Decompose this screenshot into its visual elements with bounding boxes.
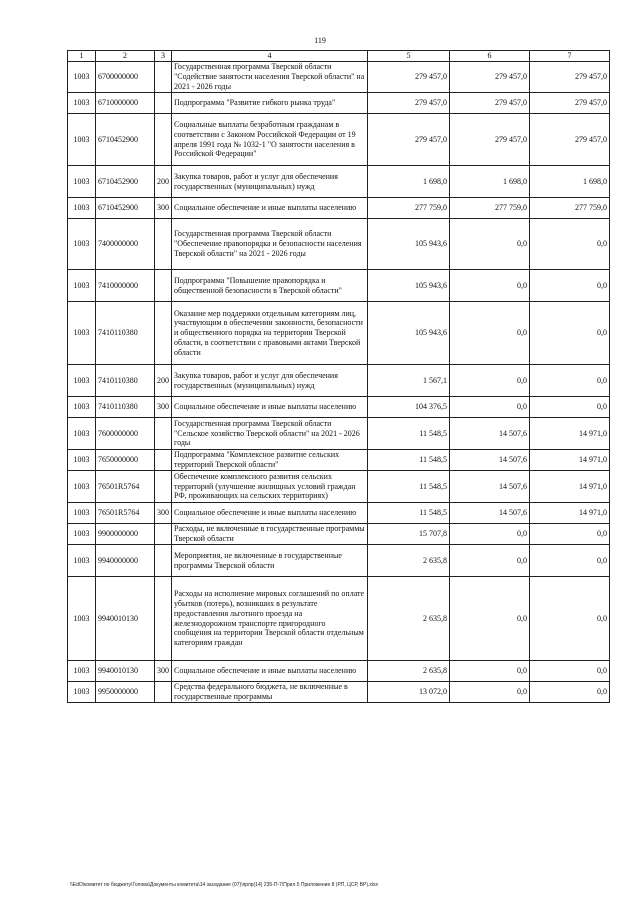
row-name: Государственная программа Тверской области "Сельское хозяйство Тверской области" на 2021 - 2026 годы <box>172 418 368 450</box>
row-amount-col6: 14 507,6 <box>450 503 530 524</box>
table-row <box>68 682 610 703</box>
table-row <box>68 471 610 503</box>
row-amount-col7: 14 971,0 <box>530 503 610 524</box>
column-header: 6 <box>450 51 530 62</box>
row-amount-col6: 0,0 <box>450 682 530 703</box>
row-amount-col6: 0,0 <box>450 270 530 302</box>
row-section-code: 1003 <box>68 365 96 397</box>
row-name: Мероприятия, не включенные в государственные программы Тверской области <box>172 545 368 577</box>
footer-file-path: \\EdO\комитет по бюджету\Голова\Документы комитета\14 заседание (07)\прпр(14) 235-П-7\Прил 5 Приложение 8 (РП, ЦСР, ВР).xlsx <box>70 882 378 888</box>
row-amount-col7: 14 971,0 <box>530 418 610 450</box>
table-body <box>68 62 610 703</box>
row-expense-type <box>155 682 172 703</box>
row-target-code: 6700000000 <box>96 62 155 93</box>
row-amount-col7: 0,0 <box>530 661 610 682</box>
page-number: 119 <box>314 36 326 45</box>
column-number-row <box>68 51 610 62</box>
row-amount-col6: 0,0 <box>450 545 530 577</box>
row-amount-col7: 0,0 <box>530 397 610 418</box>
row-section-code: 1003 <box>68 450 96 471</box>
row-expense-type: 300 <box>155 661 172 682</box>
row-target-code: 7650000000 <box>96 450 155 471</box>
row-amount-col5: 2 635,8 <box>368 577 450 661</box>
row-amount-col5: 279 457,0 <box>368 62 450 93</box>
row-target-code: 7410110380 <box>96 365 155 397</box>
row-name: Подпрограмма "Повышение правопорядка и общественной безопасности в Тверской области" <box>172 270 368 302</box>
row-expense-type <box>155 219 172 270</box>
column-header: 1 <box>68 51 96 62</box>
row-amount-col6: 14 507,6 <box>450 418 530 450</box>
row-amount-col6: 0,0 <box>450 577 530 661</box>
row-name: Социальное обеспечение и иные выплаты населению <box>172 503 368 524</box>
row-target-code: 7410110380 <box>96 302 155 365</box>
row-name: Социальное обеспечение и иные выплаты населению <box>172 198 368 219</box>
row-amount-col5: 105 943,6 <box>368 219 450 270</box>
row-section-code: 1003 <box>68 545 96 577</box>
row-amount-col7: 279 457,0 <box>530 93 610 114</box>
row-target-code: 7410110380 <box>96 397 155 418</box>
row-section-code: 1003 <box>68 397 96 418</box>
table-row <box>68 219 610 270</box>
row-name: Подпрограмма "Развитие гибкого рынка труда" <box>172 93 368 114</box>
row-expense-type <box>155 93 172 114</box>
row-name: Государственная программа Тверской области "Содействие занятости населения Тверской области" на 2021 - 2026 годы <box>172 62 368 93</box>
row-name: Подпрограмма "Комплексное развитие сельских территорий Тверской области" <box>172 450 368 471</box>
row-section-code: 1003 <box>68 503 96 524</box>
table-row <box>68 198 610 219</box>
row-expense-type <box>155 450 172 471</box>
row-name: Государственная программа Тверской области "Обеспечение правопорядка и безопасности населения Тверской области" на 2021 - 2026 годы <box>172 219 368 270</box>
row-amount-col5: 11 548,5 <box>368 503 450 524</box>
row-section-code: 1003 <box>68 219 96 270</box>
row-target-code: 7410000000 <box>96 270 155 302</box>
row-target-code: 7400000000 <box>96 219 155 270</box>
row-amount-col5: 11 548,5 <box>368 450 450 471</box>
row-name: Закупка товаров, работ и услуг для обеспечения государственных (муниципальных) нужд <box>172 166 368 198</box>
row-amount-col5: 1 698,0 <box>368 166 450 198</box>
row-name: Средства федерального бюджета, не включенные в государственные программы <box>172 682 368 703</box>
row-expense-type <box>155 62 172 93</box>
row-target-code: 9950000000 <box>96 682 155 703</box>
row-target-code: 9940010130 <box>96 661 155 682</box>
row-expense-type <box>155 114 172 166</box>
row-amount-col7: 0,0 <box>530 302 610 365</box>
row-amount-col6: 279 457,0 <box>450 93 530 114</box>
row-name: Оказание мер поддержки отдельным категориям лиц, участвующим в обеспечении законности, безопасности и общественного порядка на территории Тверской области, в соответствии с правовыми актами Тверской области <box>172 302 368 365</box>
column-header: 2 <box>96 51 155 62</box>
row-amount-col6: 0,0 <box>450 661 530 682</box>
row-target-code: 6710452900 <box>96 198 155 219</box>
table-row <box>68 503 610 524</box>
row-amount-col6: 0,0 <box>450 219 530 270</box>
row-section-code: 1003 <box>68 661 96 682</box>
row-target-code: 9940000000 <box>96 545 155 577</box>
row-amount-col6: 279 457,0 <box>450 114 530 166</box>
table-row <box>68 524 610 545</box>
table-row <box>68 365 610 397</box>
row-amount-col7: 279 457,0 <box>530 62 610 93</box>
row-expense-type <box>155 471 172 503</box>
row-amount-col6: 1 698,0 <box>450 166 530 198</box>
row-section-code: 1003 <box>68 93 96 114</box>
row-expense-type <box>155 270 172 302</box>
row-expense-type: 300 <box>155 397 172 418</box>
table-row <box>68 166 610 198</box>
row-target-code: 6710452900 <box>96 114 155 166</box>
row-amount-col7: 0,0 <box>530 365 610 397</box>
row-target-code: 7600000000 <box>96 418 155 450</box>
row-section-code: 1003 <box>68 524 96 545</box>
table-row <box>68 418 610 450</box>
row-amount-col5: 2 635,8 <box>368 545 450 577</box>
table-row <box>68 270 610 302</box>
row-expense-type <box>155 418 172 450</box>
row-section-code: 1003 <box>68 198 96 219</box>
row-amount-col7: 279 457,0 <box>530 114 610 166</box>
table-row <box>68 62 610 93</box>
row-section-code: 1003 <box>68 62 96 93</box>
row-section-code: 1003 <box>68 166 96 198</box>
row-amount-col5: 279 457,0 <box>368 114 450 166</box>
table-row <box>68 661 610 682</box>
row-amount-col6: 279 457,0 <box>450 62 530 93</box>
row-amount-col6: 0,0 <box>450 524 530 545</box>
row-amount-col7: 0,0 <box>530 270 610 302</box>
row-amount-col7: 0,0 <box>530 524 610 545</box>
table-row <box>68 302 610 365</box>
row-amount-col6: 0,0 <box>450 365 530 397</box>
row-amount-col6: 0,0 <box>450 302 530 365</box>
row-section-code: 1003 <box>68 682 96 703</box>
row-amount-col5: 1 567,1 <box>368 365 450 397</box>
row-section-code: 1003 <box>68 114 96 166</box>
row-amount-col7: 1 698,0 <box>530 166 610 198</box>
row-expense-type: 300 <box>155 503 172 524</box>
row-expense-type <box>155 577 172 661</box>
row-name: Социальное обеспечение и иные выплаты населению <box>172 397 368 418</box>
row-amount-col5: 277 759,0 <box>368 198 450 219</box>
table-row <box>68 93 610 114</box>
row-amount-col6: 0,0 <box>450 397 530 418</box>
row-amount-col6: 277 759,0 <box>450 198 530 219</box>
row-amount-col5: 15 707,8 <box>368 524 450 545</box>
row-target-code: 76501R5764 <box>96 503 155 524</box>
row-amount-col7: 14 971,0 <box>530 471 610 503</box>
column-header: 5 <box>368 51 450 62</box>
row-expense-type: 200 <box>155 166 172 198</box>
row-target-code: 6710000000 <box>96 93 155 114</box>
row-section-code: 1003 <box>68 418 96 450</box>
row-expense-type <box>155 545 172 577</box>
row-amount-col7: 277 759,0 <box>530 198 610 219</box>
table-row <box>68 577 610 661</box>
row-amount-col6: 14 507,6 <box>450 471 530 503</box>
row-expense-type <box>155 302 172 365</box>
row-amount-col7: 0,0 <box>530 545 610 577</box>
row-amount-col5: 2 635,8 <box>368 661 450 682</box>
row-name: Закупка товаров, работ и услуг для обеспечения государственных (муниципальных) нужд <box>172 365 368 397</box>
budget-table <box>67 50 610 703</box>
row-amount-col5: 11 548,5 <box>368 471 450 503</box>
row-amount-col7: 14 971,0 <box>530 450 610 471</box>
row-expense-type: 300 <box>155 198 172 219</box>
column-header: 4 <box>172 51 368 62</box>
row-amount-col5: 105 943,6 <box>368 302 450 365</box>
row-name: Расходы на исполнение мировых соглашений по оплате убытков (потерь), возникших в результате предоставления льготного проезда на железнодорожном транспорте пригородного сообщения на территории Тверской области отдельным категориям граждан <box>172 577 368 661</box>
row-amount-col5: 11 548,5 <box>368 418 450 450</box>
row-amount-col5: 279 457,0 <box>368 93 450 114</box>
row-amount-col5: 13 072,0 <box>368 682 450 703</box>
row-target-code: 6710452900 <box>96 166 155 198</box>
row-section-code: 1003 <box>68 471 96 503</box>
row-amount-col6: 14 507,6 <box>450 450 530 471</box>
row-expense-type <box>155 524 172 545</box>
row-section-code: 1003 <box>68 577 96 661</box>
row-target-code: 9900000000 <box>96 524 155 545</box>
table-row <box>68 397 610 418</box>
row-expense-type: 200 <box>155 365 172 397</box>
table-row <box>68 450 610 471</box>
row-target-code: 9940010130 <box>96 577 155 661</box>
column-header: 7 <box>530 51 610 62</box>
row-name: Расходы, не включенные в государственные программы Тверской области <box>172 524 368 545</box>
column-header: 3 <box>155 51 172 62</box>
row-amount-col5: 105 943,6 <box>368 270 450 302</box>
table-row <box>68 545 610 577</box>
row-name: Обеспечение комплексного развития сельских территорий (улучшение жилищных условий граждан РФ, проживающих на сельских территориях) <box>172 471 368 503</box>
row-section-code: 1003 <box>68 302 96 365</box>
row-amount-col7: 0,0 <box>530 219 610 270</box>
row-name: Социальные выплаты безработным гражданам в соответствии с Законом Российской Федерации от 19 апреля 1991 года № 1032-1 "О занятости населения в Российской Федерации" <box>172 114 368 166</box>
row-amount-col7: 0,0 <box>530 577 610 661</box>
row-amount-col7: 0,0 <box>530 682 610 703</box>
row-amount-col5: 104 376,5 <box>368 397 450 418</box>
row-section-code: 1003 <box>68 270 96 302</box>
row-target-code: 76501R5764 <box>96 471 155 503</box>
table-row <box>68 114 610 166</box>
row-name: Социальное обеспечение и иные выплаты населению <box>172 661 368 682</box>
